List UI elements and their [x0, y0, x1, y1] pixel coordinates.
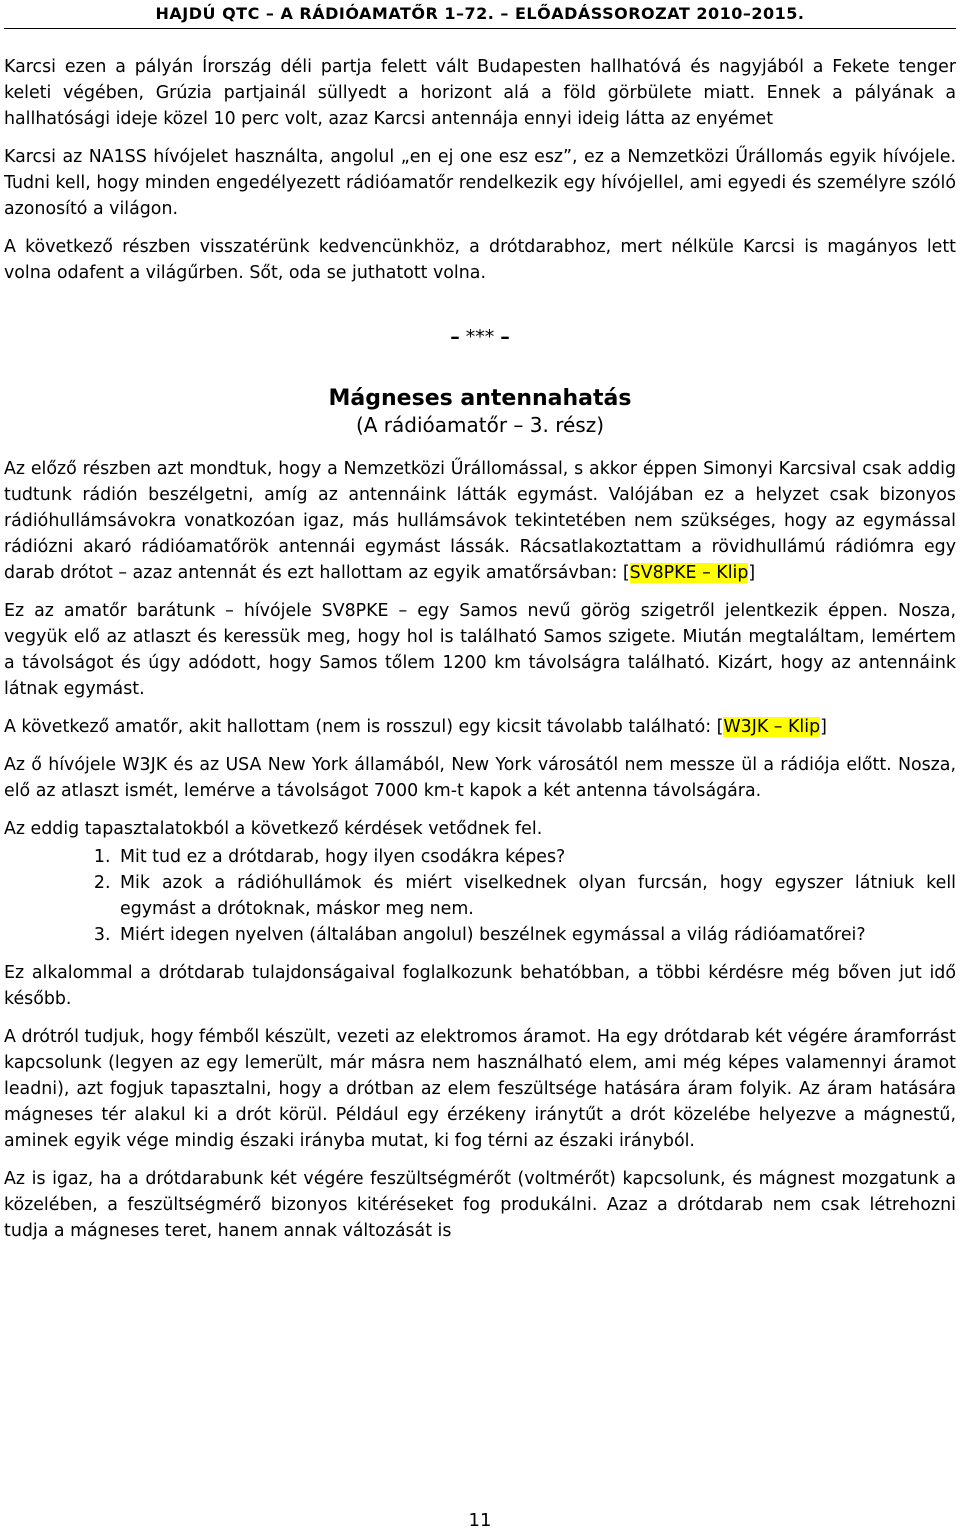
paragraph-text: A következő amatőr, akit hallottam (nem is rosszul) egy kicsit távolabb található: — [4, 717, 717, 737]
separator-stars: *** — [459, 326, 501, 348]
paragraph: Az eddig tapasztalatokból a következő kérdések vetődnek fel. — [4, 819, 543, 839]
document-page — [4, 0, 956, 1535]
paragraph: A következő amatőr, akit hallottam (nem is rosszul) egy kicsit távolabb található: [W3JK – Klip] — [4, 717, 827, 737]
paragraph: A következő részben visszatérünk kedvencünkhöz, a drótdarabhoz, mert nélküle Karcsi is magányos lett volna odafent a világűrben. Sőt, oda se juthatott volna. — [4, 237, 956, 283]
paragraph: Ez alkalommal a drótdarab tulajdonságaival foglalkozunk behatóbban, a többi kérdésre még bőven jut idő később. — [4, 963, 956, 1009]
separator-dash-right: – — [500, 326, 510, 348]
paragraph: Karcsi ezen a pályán Írország déli partja felett vált Budapesten hallhatóvá és nagyjából a Fekete tenger keleti végében, Grúzia partjainál süllyedt a horizont alá a föld görbülete miatt. Ennek a pályának a hallhatósági ideje közel 10 perc volt, azaz Karcsi antennája ennyi ideig látta az enyémet — [4, 57, 956, 129]
separator-dash-left: – — [450, 326, 460, 348]
paragraph-text: Az előző részben azt mondtuk, hogy a Nemzetközi Űrállomással, s akkor éppen Simonyi Karcsival csak addig tudtunk rádión beszélgetni, amíg az antennáink látták egymást. Valójában ez a helyzet csak bizonyos rádióhullámsávokra vonatkozóan igaz, más hullámsávok tekintetében nem szükséges, hogy az egymással rádiózni akaró rádióamatőrök antennái egymást lássák. Rácsatlakoztattam a rövidhullámú rádiómra egy darab drótot – azaz antennát és ezt hallottam az egyik amatőrsávban: — [4, 459, 956, 583]
list-item: 3. Miért idegen nyelven (általában angolul) beszélnek egymással a világ rádióamatőrei? — [116, 922, 956, 948]
paragraph: Karcsi az NA1SS hívójelet használta, angolul „en ej one esz esz”, ez a Nemzetközi Űrállomás egyik hívójele. Tudni kell, hogy minden engedélyezett rádióamatőr rendelkezik egy hívójellel, ami egyedi és személyre szóló azonosító a világon. — [4, 147, 956, 219]
paragraph: A drótról tudjuk, hogy fémből készült, vezeti az elektromos áramot. Ha egy drótdarab két végére áramforrást kapcsolunk (legyen az egy lemerült, már másra nem használható elem, ami még képes valamennyi áramot leadni), azt fogjuk tapasztalni, hogy a drótban az elem feszültsége hatására áram folyik. Az áram hatására mágneses tér alakul ki a drót körül. Például egy érzékeny iránytűt a drót közelébe helyezve a mágnestű, aminek egyik vége mindig északi irányba mutat, ki fog térni az északi irányból. — [4, 1027, 956, 1151]
paragraph: Az előző részben azt mondtuk, hogy a Nemzetközi Űrállomással, s akkor éppen Simonyi Karcsival csak addig tudtunk rádión beszélgetni, amíg az antennáink látták egymást. Valójában ez a helyzet csak bizonyos rádióhullámsávokra vonatkozóan igaz, más hullámsávok tekintetében nem szükséges, hogy az egymással rádiózni akaró rádióamatőrök antennái egymást lássák. Rácsatlakoztattam a rövidhullámú rádiómra egy darab drótot – azaz antennát és ezt hallottam az egyik amatőrsávban: [SV8PKE – Klip] — [4, 459, 956, 583]
paragraph: Az ő hívójele W3JK és az USA New York államából, New York városától nem messze ül a rádiója előtt. Nosza, elő az atlaszt ismét, lemérve a távolságot 7000 km-t kapok a két antenna távolságára. — [4, 755, 956, 801]
paragraph: Ez az amatőr barátunk – hívójele SV8PKE – egy Samos nevű görög szigetről jelentkezik éppen. Nosza, vegyük elő az atlaszt és keressük meg, hogy hol is található Samos szigete. Miután megtaláltam, lemértem a távolságot és úgy adódott, hogy Samos tőlem 1200 km távolságra található. Kizárt, hogy az antennáink látnak egymást. — [4, 601, 956, 699]
section-subtitle: (A rádióamatőr – 3. rész) — [355, 413, 605, 437]
page-number: 11 — [468, 1510, 492, 1531]
section-separator — [4, 324, 956, 350]
audio-clip-link[interactable]: SV8PKE – Klip — [629, 563, 749, 583]
list-item: 2. Mik azok a rádióhullámok és miért viselkednek olyan furcsán, hogy egyszer látniuk kell egymást a drótoknak, máskor meg nem. — [116, 870, 956, 922]
document-body — [4, 54, 956, 1256]
header-rule — [4, 28, 956, 29]
running-header: HAJDÚ QTC – A RÁDIÓAMATŐR 1–72. – ELŐADÁSSOROZAT 2010–2015. — [155, 4, 805, 23]
question-list — [4, 844, 956, 948]
audio-clip-link[interactable]: W3JK – Klip — [723, 717, 821, 737]
list-item: 1. Mit tud ez a drótdarab, hogy ilyen csodákra képes? — [116, 844, 956, 870]
section-title: Mágneses antennahatás — [328, 386, 632, 411]
paragraph: Az is igaz, ha a drótdarabunk két végére feszültségmérőt (voltmérőt) kapcsolunk, és mágnest mozgatunk a közelében, a feszültségmérő bizonyos kitéréseket fog produkálni. Azaz a drótdarab nem csak létrehozni tudja a mágneses teret, hanem annak változását is — [4, 1169, 956, 1241]
